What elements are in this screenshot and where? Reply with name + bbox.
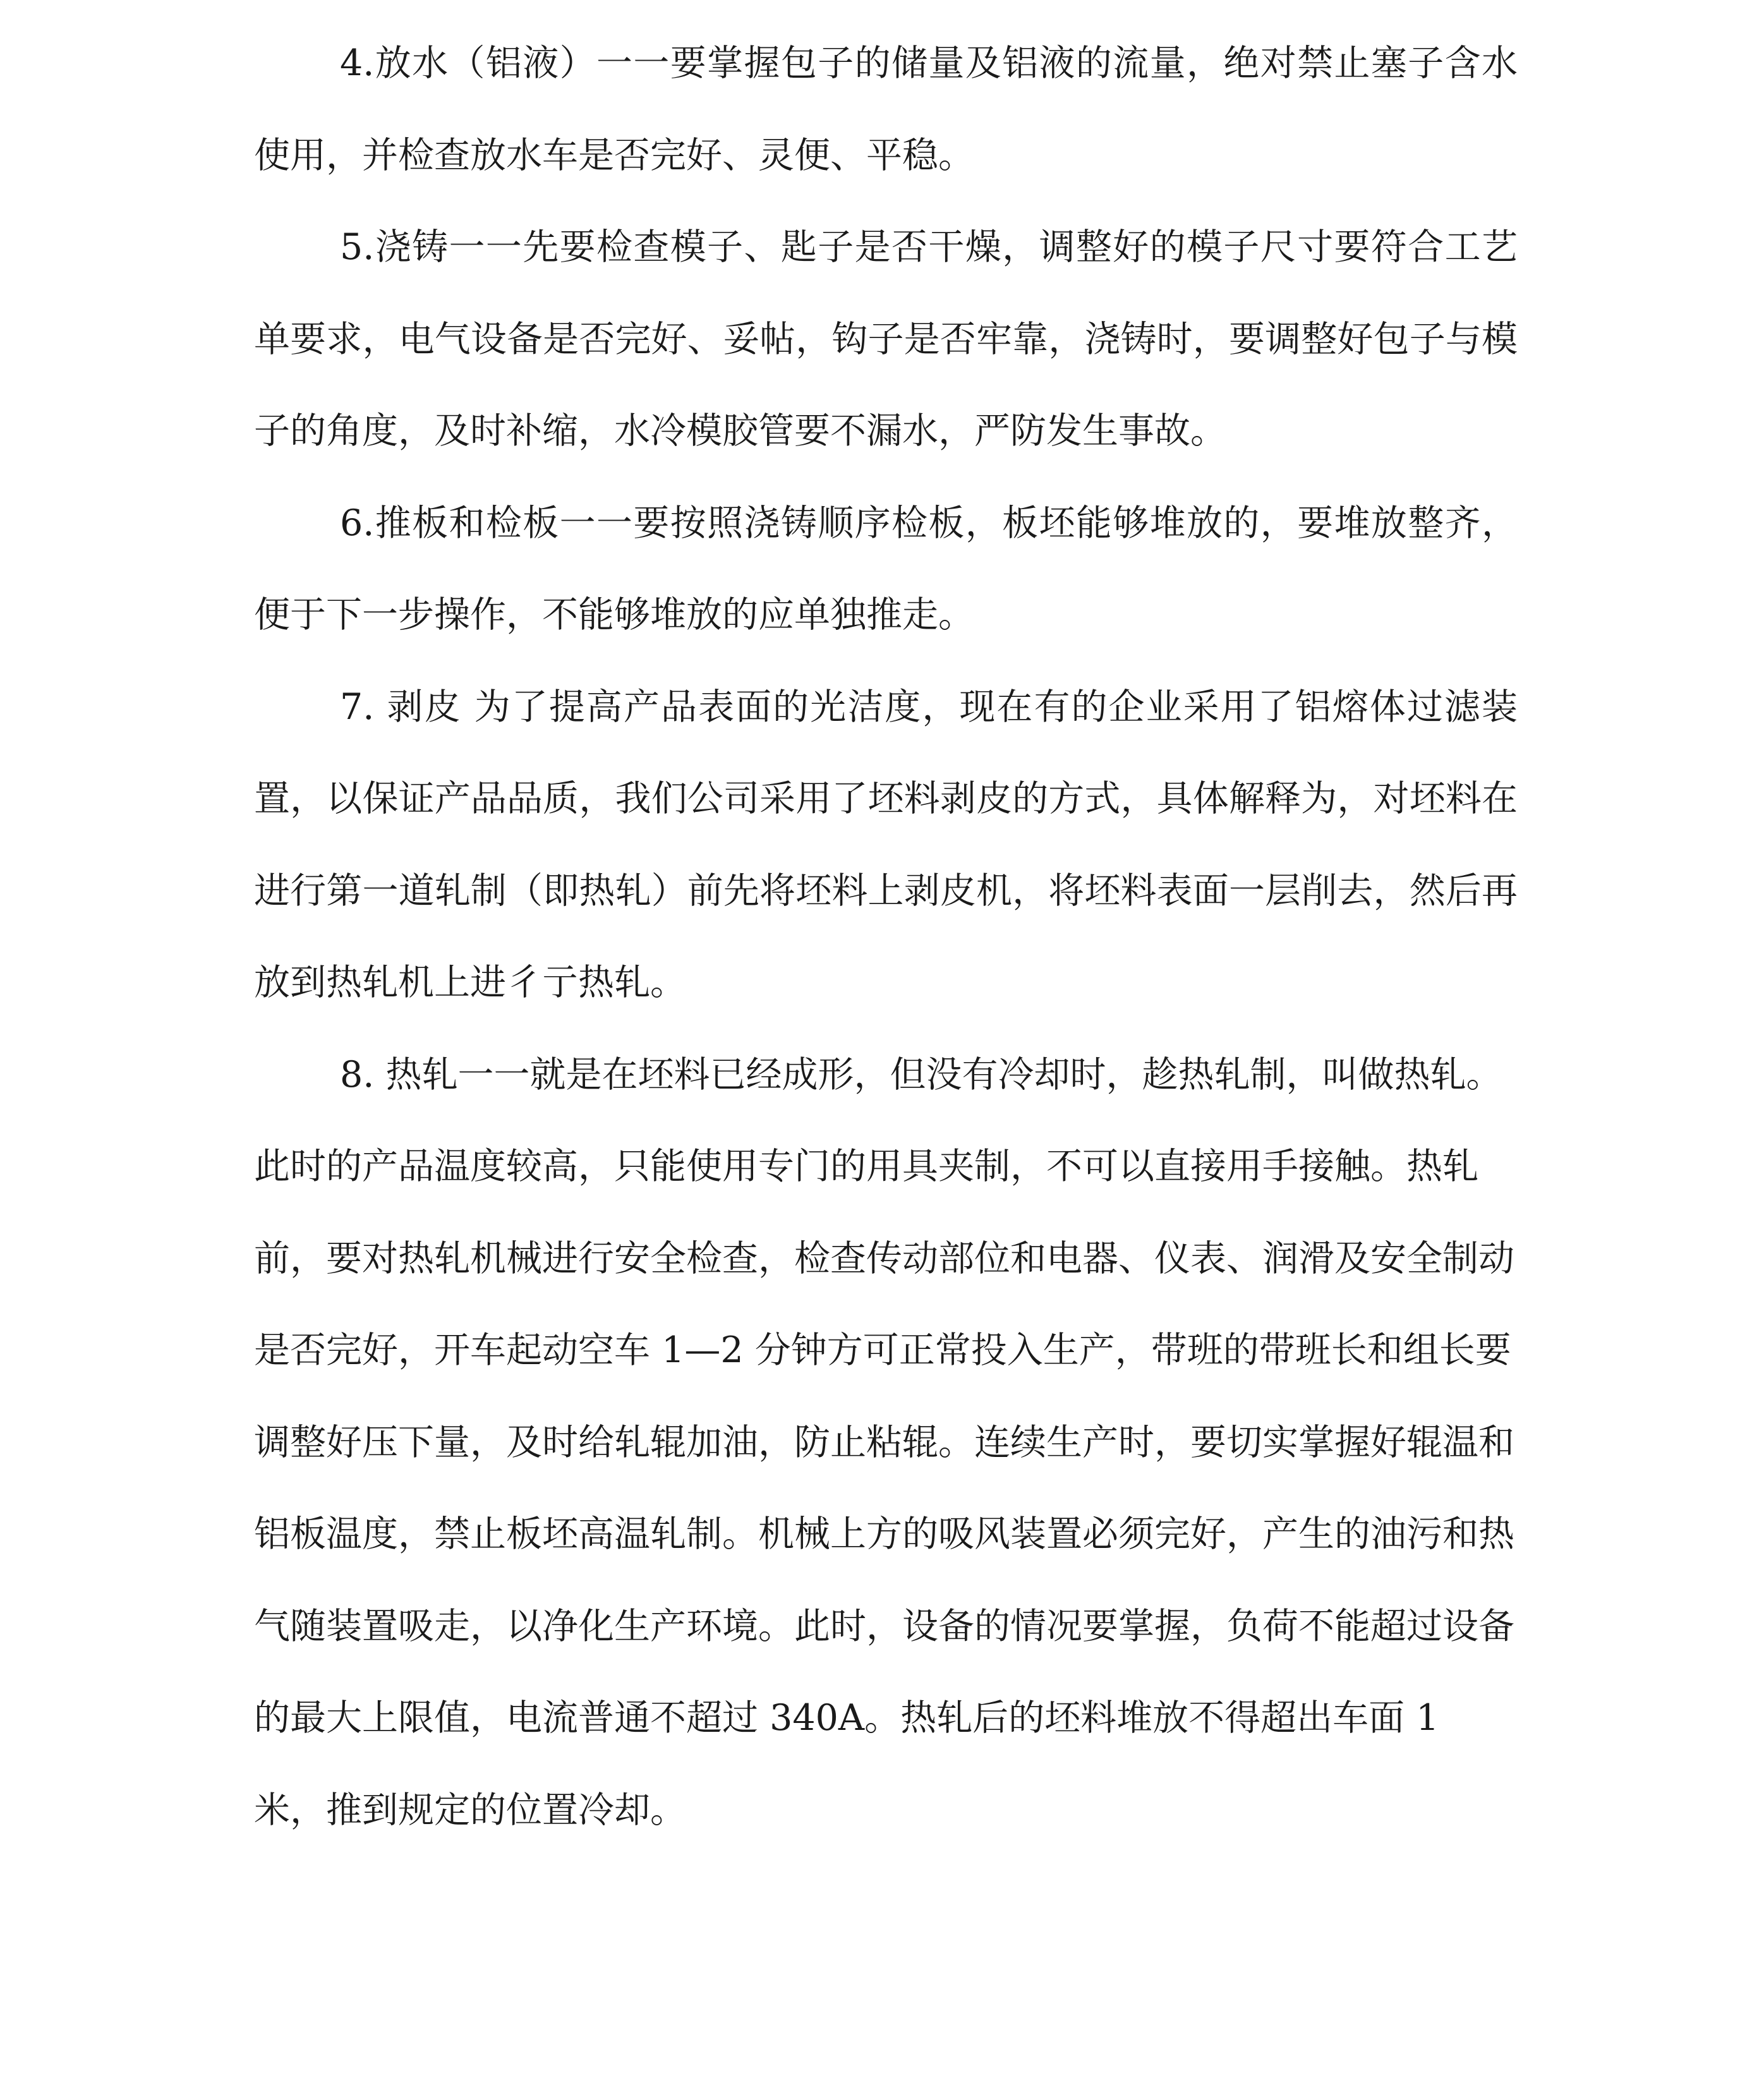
paragraph-casting: 5.浇铸一一先要检查模子、匙子是否干燥，调整好的模子尺寸要符合工艺单要求，电气设备是否完好、妥帖，钩子是否牢靠，浇铸时，要调整好包子与模子的角度，及时补缩，水冷模胶管要不漏水，严防发生事故。: [254, 226, 1518, 452]
paragraph-push-and-inspect-plate: 6.推板和检板一一要按照浇铸顺序检板，板坯能够堆放的，要堆放整齐，便于下一步操作，不能够堆放的应单独推走。: [254, 502, 1518, 636]
body-text: [254, 18, 1518, 1856]
paragraph-peeling: 7. 剥皮 为了提高产品表面的光洁度，现在有的企业采用了铝熔体过滤装置，以保证产品品质，我们公司采用了坯料剥皮的方式，具体解释为，对坯料在进行第一道轧制（即热轧）前先将坯料上剥皮机，将坯料表面一层削去，然后再放到热轧机上进彳亍热轧。: [254, 686, 1518, 1003]
paragraph-hot-rolling: 8. 热轧一一就是在坯料已经成形，但没有冷却时，趁热轧制，叫做热轧。此时的产品温度较高，只能使用专门的用具夹制，不可以直接用手接触。热轧前，要对热轧机械进行安全检查，检查传动部位和电器、仪表、润滑及安全制动是否完好，开车起动空车 1—2 分钟方可正常投入生产，带班的带班长和组长要调整好压下量，及时给轧辊加油，防止粘辊。连续生产时，要切实掌握好辊温和铝板温度，禁止板坯高温轧制。机械上方的吸风装置必须完好，产生的油污和热气随装置吸走，以净化生产环境。此时，设备的情况要掌握，负荷不能超过设备的最大上限值，电流普通不超过 340A。热轧后的坯料堆放不得超出车面 1 米，推到规定的位置冷却。: [254, 1053, 1514, 1831]
paragraph-pour-aluminum: 4.放水（铝液）一一要掌握包子的储量及铝液的流量，绝对禁止塞子含水使用，并检查放水车是否完好、灵便、平稳。: [254, 42, 1518, 176]
